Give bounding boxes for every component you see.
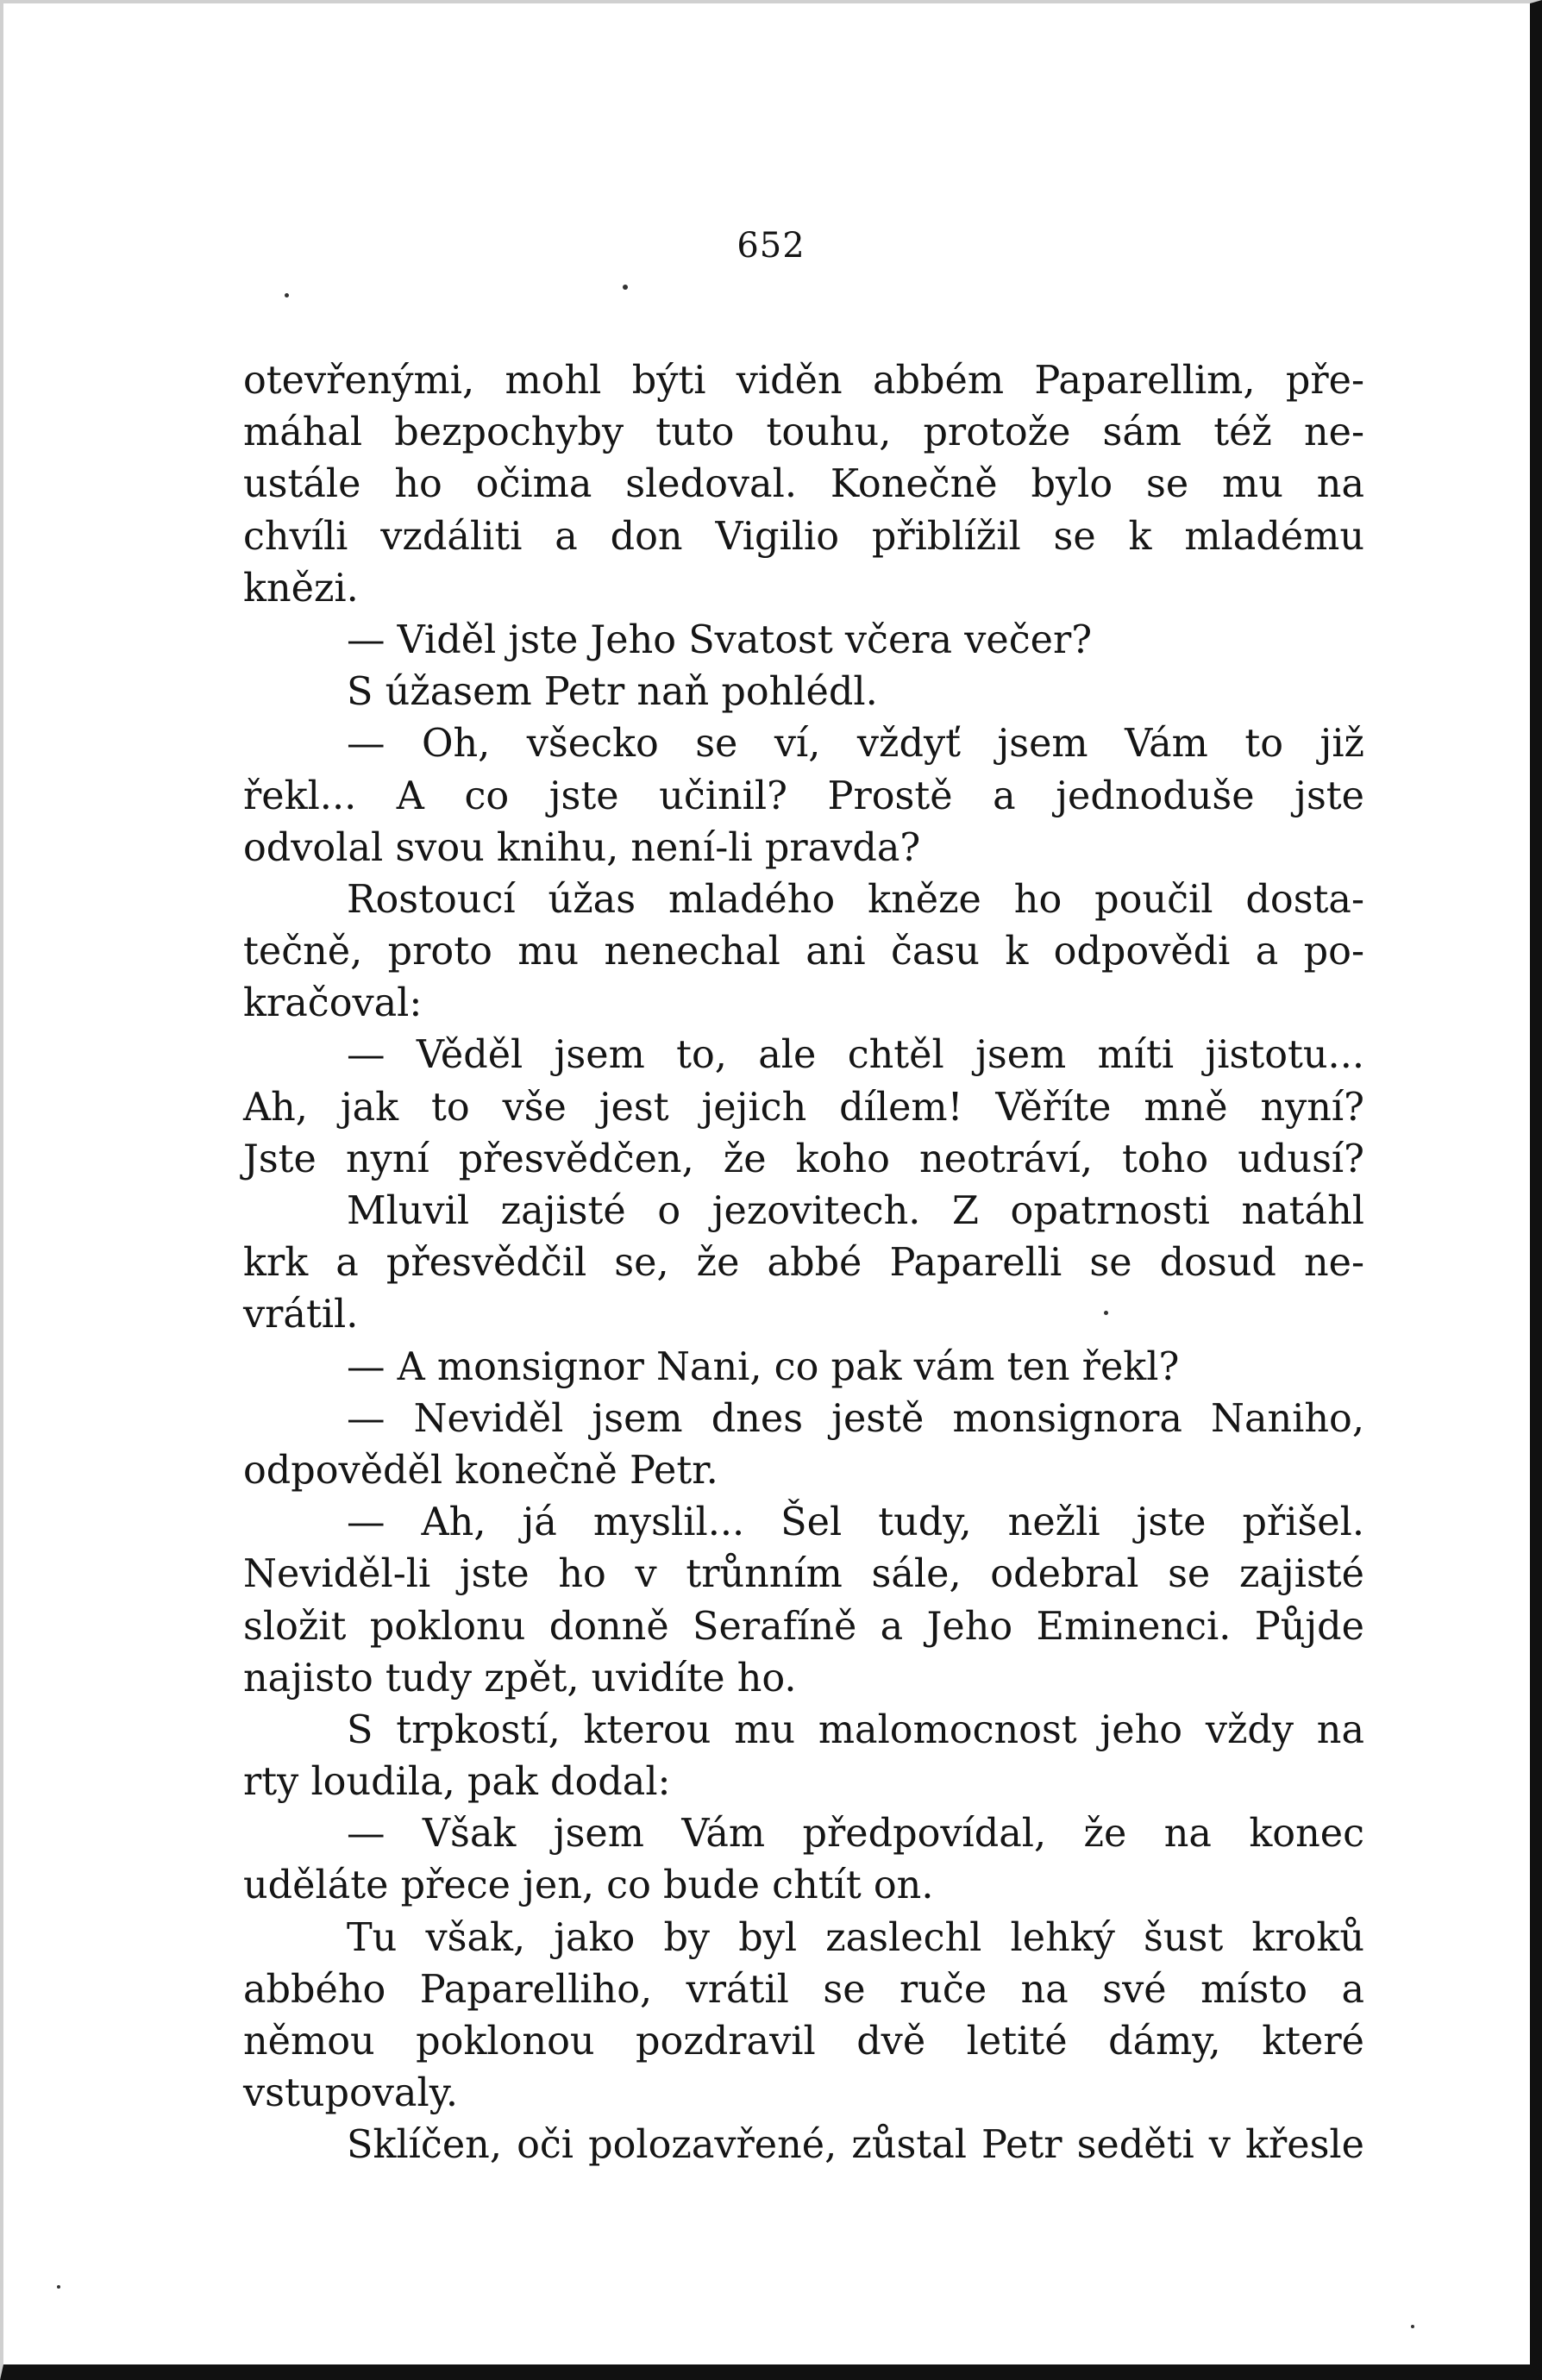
print-speck [623, 285, 628, 290]
text-line: najisto tudy zpět, uvidíte ho. [243, 1656, 797, 1700]
text-line: Neviděl-li jste ho v trůnním sále, odebral se zajisté [243, 1552, 1364, 1597]
text-line: chvíli vzdáliti a don Vigilio přiblížil se k mladému [243, 514, 1364, 559]
text-line: tečně, proto mu nenechal ani času k odpovědi a po- [243, 930, 1364, 974]
text-line: — Však jsem Vám předpovídal, že na konec [347, 1812, 1364, 1857]
text-line: — Ah, já myslil... Šel tudy, nežli jste přišel. [347, 1500, 1364, 1545]
text-line: vrátil. [243, 1293, 359, 1337]
text-line: S úžasem Petr naň pohlédl. [347, 670, 878, 715]
print-speck [57, 2285, 60, 2289]
text-line: Sklíčen, oči polozavřené, zůstal Petr seděti v křesle [347, 2123, 1364, 2168]
text-line: — Viděl jste Jeho Svatost včera večer? [347, 617, 1093, 662]
print-speck [285, 293, 289, 298]
text-line: složit poklonu donně Serafíně a Jeho Eminenci. Půjde [243, 1604, 1364, 1649]
text-line: S trpkostí, kterou mu malomocnost jeho vždy na [347, 1707, 1364, 1752]
text-line: ustále ho očima sledoval. Konečně bylo se mu na [243, 462, 1364, 507]
text-line: vstupovaly. [243, 2071, 459, 2116]
text-line: uděláte přece jen, co bude chtít on. [243, 1863, 934, 1908]
text-line: rty loudila, pak dodal: [243, 1760, 671, 1805]
print-speck [1411, 2325, 1414, 2328]
text-line: řekl... A co jste učinil? Prostě a jednoduše jste [243, 774, 1364, 818]
text-line: Rostoucí úžas mladého kněze ho poučil dosta- [347, 877, 1364, 922]
text-line: otevřenými, mohl býti viděn abbém Paparellim, pře- [243, 359, 1364, 403]
text-line: — Věděl jsem to, ale chtěl jsem míti jistotu... [347, 1033, 1364, 1078]
text-line: — Oh, všecko se ví, vždyť jsem Vám to již [347, 722, 1364, 767]
text-line: Ah, jak to vše jest jejich dílem! Věříte mně nyní? [243, 1085, 1364, 1130]
text-line: krk a přesvědčil se, že abbé Paparelli se dosud ne- [243, 1241, 1364, 1286]
text-line: němou poklonou pozdravil dvě letité dámy, které [243, 2020, 1364, 2064]
page-number: 652 [737, 226, 805, 266]
text-line: Mluvil zajisté o jezovitech. Z opatrnosti natáhl [347, 1189, 1364, 1233]
text-line: kračoval: [243, 981, 423, 1026]
text-line: Tu však, jako by byl zaslechl lehký šust kroků [347, 1915, 1364, 1960]
text-line: odvolal svou knihu, není-li pravda? [243, 825, 921, 870]
text-line: Jste nyní přesvědčen, že koho neotráví, toho udusí? [243, 1137, 1364, 1181]
text-line: — A monsignor Nani, co pak vám ten řekl? [347, 1344, 1180, 1389]
text-line: knězi. [243, 566, 359, 611]
text-line: odpověděl konečně Petr. [243, 1448, 718, 1493]
text-line: máhal bezpochyby tuto touhu, protože sám též ne- [243, 410, 1364, 455]
body-text [243, 355, 1364, 2172]
text-line: abbého Paparelliho, vrátil se ruče na své místo a [243, 1967, 1364, 2012]
text-line: — Neviděl jsem dnes jestě monsignora Naniho, [347, 1396, 1364, 1441]
